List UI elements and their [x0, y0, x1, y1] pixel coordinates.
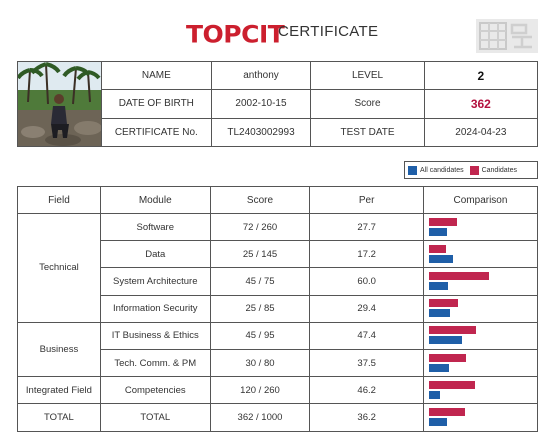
score-value: 362 — [424, 90, 537, 118]
candidates-bar — [429, 299, 458, 307]
field-cell: Integrated Field — [18, 377, 101, 404]
score-cell: 25 / 85 — [210, 295, 310, 322]
candidates-bar — [429, 408, 465, 416]
dob-value: 2002-10-15 — [211, 90, 311, 118]
official-seal-icon — [476, 19, 538, 53]
score-cell: 45 / 75 — [210, 268, 310, 295]
field-cell: TOTAL — [18, 404, 101, 431]
score-cell: 362 / 1000 — [210, 404, 310, 431]
field-cell: Technical — [18, 214, 101, 323]
per-cell: 46.2 — [310, 377, 424, 404]
candidates-bar — [429, 272, 489, 280]
comparison-cell — [423, 377, 537, 404]
header-comparison: Comparison — [423, 187, 537, 214]
all-candidates-legend-label: All candidates — [420, 166, 464, 174]
module-cell: Data — [100, 241, 210, 268]
per-cell: 37.5 — [310, 349, 424, 376]
candidate-info-table — [17, 61, 538, 147]
comparison-cell — [423, 322, 537, 349]
candidate-photo — [18, 62, 102, 147]
candidates-bar — [429, 218, 457, 226]
candidates-bar — [429, 381, 475, 389]
test-date-value: 2024-04-23 — [424, 118, 537, 146]
per-cell: 47.4 — [310, 322, 424, 349]
score-cell: 72 / 260 — [210, 214, 310, 241]
all-candidates-swatch — [408, 166, 417, 175]
level-label: LEVEL — [311, 62, 424, 90]
dob-label: DATE OF BIRTH — [102, 90, 212, 118]
comparison-legend — [404, 161, 538, 179]
candidates-legend-label: Candidates — [481, 166, 518, 174]
header-module: Module — [100, 187, 210, 214]
table-row — [18, 214, 538, 241]
module-cell: IT Business & Ethics — [100, 322, 210, 349]
comparison-cell — [423, 349, 537, 376]
certificate-title: CERTIFICATE — [278, 23, 379, 40]
per-cell: 27.7 — [310, 214, 424, 241]
header-per: Per — [310, 187, 424, 214]
header-score: Score — [210, 187, 310, 214]
all-candidates-bar — [429, 418, 447, 426]
comparison-cell — [423, 295, 537, 322]
table-row — [18, 377, 538, 404]
score-table — [17, 186, 538, 432]
certificate-no-label: CERTIFICATE No. — [102, 118, 212, 146]
all-candidates-bar — [429, 282, 448, 290]
comparison-cell — [423, 268, 537, 295]
field-cell: Business — [18, 322, 101, 376]
name-label: NAME — [102, 62, 212, 90]
all-candidates-bar — [429, 364, 449, 372]
per-cell: 29.4 — [310, 295, 424, 322]
module-cell: Information Security — [100, 295, 210, 322]
table-row — [18, 404, 538, 431]
all-candidates-bar — [429, 391, 440, 399]
candidates-swatch — [470, 166, 479, 175]
header-field: Field — [18, 187, 101, 214]
name-value: anthony — [211, 62, 311, 90]
score-cell: 45 / 95 — [210, 322, 310, 349]
test-date-label: TEST DATE — [311, 118, 424, 146]
all-candidates-bar — [429, 228, 447, 236]
candidates-bar — [429, 354, 467, 362]
certificate-header — [0, 14, 548, 50]
per-cell: 17.2 — [310, 241, 424, 268]
candidates-bar — [429, 245, 446, 253]
table-row — [18, 322, 538, 349]
per-cell: 60.0 — [310, 268, 424, 295]
score-cell: 30 / 80 — [210, 349, 310, 376]
module-cell: Software — [100, 214, 210, 241]
topcit-logo: TOPCIT — [186, 20, 285, 49]
module-cell: Tech. Comm. & PM — [100, 349, 210, 376]
certificate-no-value: TL2403002993 — [211, 118, 311, 146]
all-candidates-bar — [429, 309, 450, 317]
per-cell: 36.2 — [310, 404, 424, 431]
module-cell: Competencies — [100, 377, 210, 404]
all-candidates-bar — [429, 336, 462, 344]
level-value: 2 — [424, 62, 537, 90]
comparison-cell — [423, 241, 537, 268]
module-cell: System Architecture — [100, 268, 210, 295]
candidates-bar — [429, 326, 476, 334]
comparison-cell — [423, 404, 537, 431]
all-candidates-bar — [429, 255, 453, 263]
score-cell: 120 / 260 — [210, 377, 310, 404]
comparison-cell — [423, 214, 537, 241]
score-cell: 25 / 145 — [210, 241, 310, 268]
score-label: Score — [311, 90, 424, 118]
module-cell: TOTAL — [100, 404, 210, 431]
